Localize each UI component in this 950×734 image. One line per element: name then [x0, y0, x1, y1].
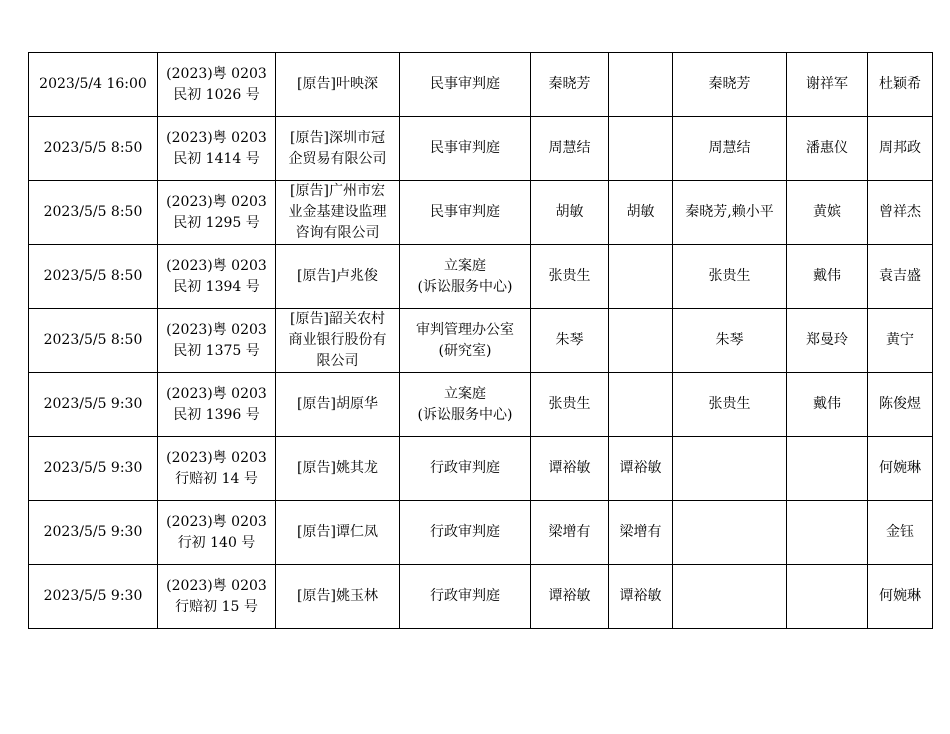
clerk-cell: 何婉琳: [868, 565, 933, 629]
case-number-line: 行赔初 14 号: [175, 470, 258, 487]
clerk-cell: 周邦政: [868, 117, 933, 181]
case-number-cell: [158, 53, 276, 117]
case-number-cell: [158, 245, 276, 309]
judge-cell: 谭裕敏: [609, 437, 673, 501]
case-number-line: (2023)粤 0203: [166, 513, 267, 530]
clerk-cell: 黄宁: [868, 309, 933, 373]
clerk-cell: 何婉琳: [868, 437, 933, 501]
case-number-line: (2023)粤 0203: [166, 193, 267, 210]
table-row: [29, 565, 933, 629]
table-row: [29, 309, 933, 373]
judge-cell: [609, 309, 673, 373]
case-number-line: (2023)粤 0203: [166, 65, 267, 82]
court-division-line: (诉讼服务中心): [417, 278, 513, 295]
hearing-time-cell: 2023/5/5 8:50: [29, 309, 158, 373]
presiding-judge-cell: 谭裕敏: [531, 565, 609, 629]
schedule-body: [29, 53, 933, 629]
case-number-line: 民初 1396 号: [173, 406, 260, 423]
case-number-cell: [158, 181, 276, 245]
party-line: [原告]卢兆俊: [297, 268, 378, 284]
judge-cell: [609, 53, 673, 117]
clerk-cell: 陈俊煜: [868, 373, 933, 437]
judge-assistant-cell: [787, 501, 868, 565]
court-division-cell: [400, 117, 531, 181]
case-number-line: 民初 1295 号: [173, 214, 260, 231]
clerk-cell: 杜颖希: [868, 53, 933, 117]
clerk-cell: 袁吉盛: [868, 245, 933, 309]
judge-assistant-cell: 戴伟: [787, 373, 868, 437]
court-division-line: 立案庭: [444, 385, 486, 402]
case-number-line: (2023)粤 0203: [166, 577, 267, 594]
judge-cell: 胡敏: [609, 181, 673, 245]
judge-cell: [609, 117, 673, 181]
court-division-cell: [400, 245, 531, 309]
panel-members-cell: 朱琴: [673, 309, 787, 373]
table-row: [29, 501, 933, 565]
hearing-schedule-table: [28, 52, 933, 629]
panel-members-cell: 张贵生: [673, 373, 787, 437]
court-division-line: 行政审判庭: [430, 588, 500, 604]
panel-members-cell: 张贵生: [673, 245, 787, 309]
hearing-time-cell: 2023/5/4 16:00: [29, 53, 158, 117]
party-line: [原告]姚玉林: [297, 588, 378, 604]
presiding-judge-cell: 张贵生: [531, 373, 609, 437]
case-number-line: (2023)粤 0203: [166, 129, 267, 146]
party-line: [原告]谭仁凤: [297, 524, 378, 540]
party-cell: [276, 437, 400, 501]
case-number-line: 民初 1394 号: [173, 278, 260, 295]
court-division-line: 民事审判庭: [430, 76, 500, 92]
panel-members-cell: [673, 501, 787, 565]
panel-members-cell: 周慧结: [673, 117, 787, 181]
party-line: [原告]韶关农村: [290, 311, 385, 327]
party-cell: [276, 117, 400, 181]
case-number-line: (2023)粤 0203: [166, 257, 267, 274]
party-line: 限公司: [316, 353, 359, 369]
case-number-cell: [158, 437, 276, 501]
panel-members-cell: [673, 565, 787, 629]
judge-assistant-cell: 谢祥军: [787, 53, 868, 117]
hearing-time-cell: 2023/5/5 8:50: [29, 117, 158, 181]
hearing-time-cell: 2023/5/5 8:50: [29, 181, 158, 245]
case-number-cell: [158, 501, 276, 565]
judge-assistant-cell: 潘惠仪: [787, 117, 868, 181]
court-division-line: 民事审判庭: [430, 204, 500, 220]
case-number-cell: [158, 309, 276, 373]
court-division-line: 行政审判庭: [430, 524, 500, 540]
court-division-cell: [400, 565, 531, 629]
hearing-time-cell: 2023/5/5 9:30: [29, 501, 158, 565]
judge-assistant-cell: 黄嫔: [787, 181, 868, 245]
judge-assistant-cell: 郑曼玲: [787, 309, 868, 373]
presiding-judge-cell: 周慧结: [531, 117, 609, 181]
party-cell: [276, 309, 400, 373]
party-line: 咨询有限公司: [295, 225, 380, 241]
table-row: [29, 181, 933, 245]
party-cell: [276, 53, 400, 117]
case-number-line: 行赔初 15 号: [175, 598, 258, 615]
party-line: [原告]姚其龙: [297, 460, 378, 476]
court-division-cell: [400, 181, 531, 245]
party-line: [原告]胡原华: [297, 396, 378, 412]
judge-cell: 谭裕敏: [609, 565, 673, 629]
judge-cell: [609, 245, 673, 309]
case-number-line: (2023)粤 0203: [166, 385, 267, 402]
party-cell: [276, 373, 400, 437]
hearing-time-cell: 2023/5/5 9:30: [29, 373, 158, 437]
presiding-judge-cell: 胡敏: [531, 181, 609, 245]
party-line: [原告]广州市宏: [290, 183, 385, 199]
court-division-cell: [400, 53, 531, 117]
case-number-line: 民初 1375 号: [173, 342, 260, 359]
party-cell: [276, 181, 400, 245]
party-cell: [276, 565, 400, 629]
judge-assistant-cell: [787, 437, 868, 501]
case-number-line: (2023)粤 0203: [166, 321, 267, 338]
party-line: 企贸易有限公司: [288, 150, 387, 167]
court-division-line: 民事审判庭: [430, 140, 500, 156]
case-number-line: (2023)粤 0203: [166, 449, 267, 466]
judge-cell: 梁增有: [609, 501, 673, 565]
court-division-cell: [400, 501, 531, 565]
panel-members-cell: [673, 437, 787, 501]
table-row: [29, 373, 933, 437]
case-number-line: 民初 1026 号: [173, 86, 260, 103]
hearing-time-cell: 2023/5/5 8:50: [29, 245, 158, 309]
clerk-cell: 曾祥杰: [868, 181, 933, 245]
hearing-time-cell: 2023/5/5 9:30: [29, 565, 158, 629]
clerk-cell: 金钰: [868, 501, 933, 565]
court-division-line: (研究室): [438, 342, 492, 359]
party-line: 业金基建设监理: [288, 204, 387, 220]
party-line: [原告]叶映深: [297, 76, 378, 92]
table-row: [29, 53, 933, 117]
presiding-judge-cell: 谭裕敏: [531, 437, 609, 501]
presiding-judge-cell: 梁增有: [531, 501, 609, 565]
table-row: [29, 245, 933, 309]
court-division-cell: [400, 373, 531, 437]
court-division-cell: [400, 437, 531, 501]
party-line: 商业银行股份有: [288, 332, 387, 348]
court-division-line: 立案庭: [444, 257, 486, 274]
table-row: [29, 437, 933, 501]
presiding-judge-cell: 朱琴: [531, 309, 609, 373]
presiding-judge-cell: 张贵生: [531, 245, 609, 309]
court-division-line: 审判管理办公室: [416, 321, 514, 338]
hearing-time-cell: 2023/5/5 9:30: [29, 437, 158, 501]
party-cell: [276, 245, 400, 309]
case-number-cell: [158, 565, 276, 629]
court-division-line: (诉讼服务中心): [417, 406, 513, 423]
case-number-cell: [158, 117, 276, 181]
panel-members-cell: 秦晓芳: [673, 53, 787, 117]
court-division-cell: [400, 309, 531, 373]
table-row: [29, 117, 933, 181]
judge-cell: [609, 373, 673, 437]
court-division-line: 行政审判庭: [430, 460, 500, 476]
case-number-cell: [158, 373, 276, 437]
party-line: [原告]深圳市冠: [290, 129, 385, 146]
panel-members-cell: 秦晓芳,赖小平: [673, 181, 787, 245]
case-number-line: 民初 1414 号: [173, 150, 260, 167]
case-number-line: 行初 140 号: [177, 534, 256, 551]
presiding-judge-cell: 秦晓芳: [531, 53, 609, 117]
judge-assistant-cell: [787, 565, 868, 629]
judge-assistant-cell: 戴伟: [787, 245, 868, 309]
party-cell: [276, 501, 400, 565]
